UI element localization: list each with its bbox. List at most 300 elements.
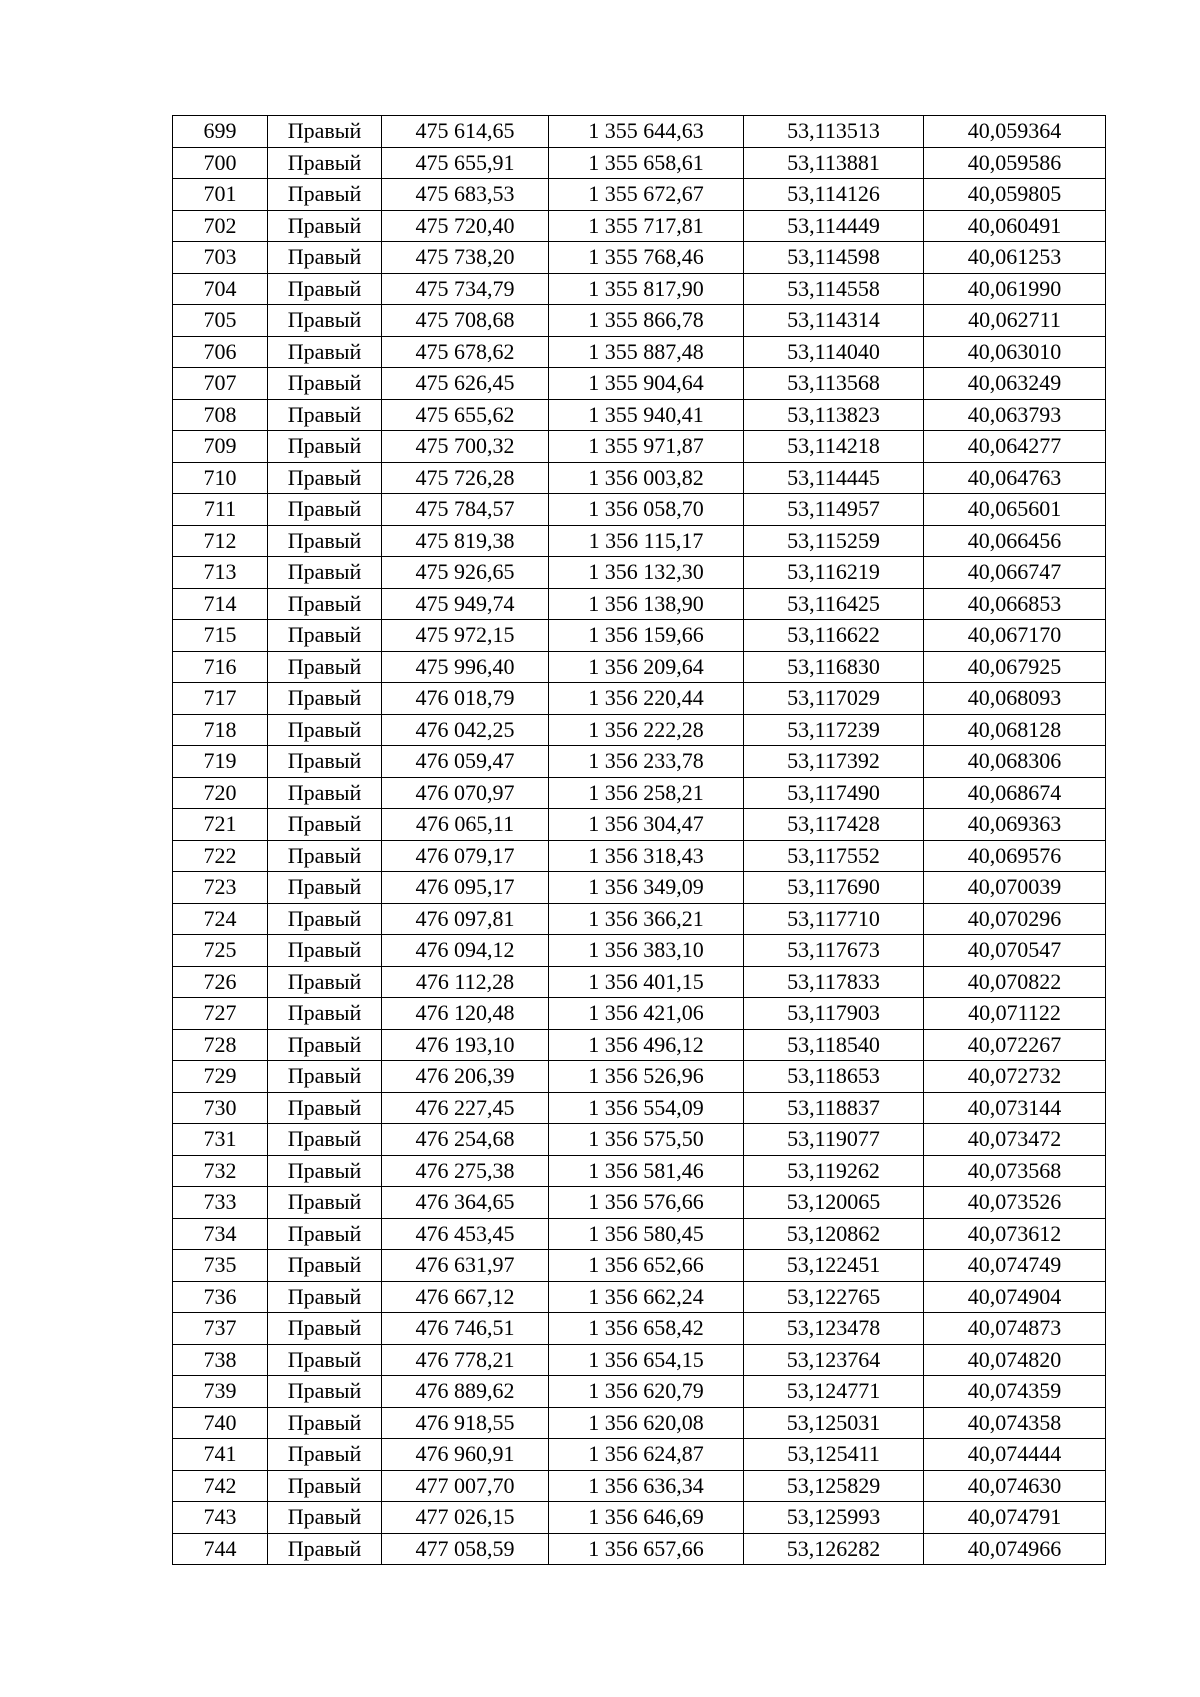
longitude-cell: 40,074904: [924, 1281, 1106, 1313]
x-coordinate-cell: 476 070,97: [382, 777, 549, 809]
table-row: [173, 620, 1106, 652]
x-coordinate-cell: 475 784,57: [382, 494, 549, 526]
point-number-cell: 720: [173, 777, 268, 809]
y-coordinate-cell: 1 356 581,46: [549, 1155, 744, 1187]
latitude-cell: 53,125411: [744, 1439, 924, 1471]
x-coordinate-cell: 476 889,62: [382, 1376, 549, 1408]
longitude-cell: 40,063249: [924, 368, 1106, 400]
x-coordinate-cell: 477 058,59: [382, 1533, 549, 1565]
bank-side-cell: Правый: [268, 525, 382, 557]
table-row: [173, 809, 1106, 841]
point-number-cell: 721: [173, 809, 268, 841]
bank-side-cell: Правый: [268, 903, 382, 935]
x-coordinate-cell: 476 960,91: [382, 1439, 549, 1471]
table-row: [173, 431, 1106, 463]
bank-side-cell: Правый: [268, 588, 382, 620]
x-coordinate-cell: 476 918,55: [382, 1407, 549, 1439]
table-row: [173, 1344, 1106, 1376]
point-number-cell: 712: [173, 525, 268, 557]
point-number-cell: 739: [173, 1376, 268, 1408]
y-coordinate-cell: 1 355 904,64: [549, 368, 744, 400]
bank-side-cell: Правый: [268, 714, 382, 746]
bank-side-cell: Правый: [268, 336, 382, 368]
latitude-cell: 53,113823: [744, 399, 924, 431]
bank-side-cell: Правый: [268, 651, 382, 683]
latitude-cell: 53,113568: [744, 368, 924, 400]
x-coordinate-cell: 476 065,11: [382, 809, 549, 841]
y-coordinate-cell: 1 356 652,66: [549, 1250, 744, 1282]
x-coordinate-cell: 475 734,79: [382, 273, 549, 305]
longitude-cell: 40,068306: [924, 746, 1106, 778]
x-coordinate-cell: 476 079,17: [382, 840, 549, 872]
y-coordinate-cell: 1 356 209,64: [549, 651, 744, 683]
table-row: [173, 1281, 1106, 1313]
x-coordinate-cell: 476 097,81: [382, 903, 549, 935]
latitude-cell: 53,117490: [744, 777, 924, 809]
bank-side-cell: Правый: [268, 1502, 382, 1534]
longitude-cell: 40,074630: [924, 1470, 1106, 1502]
y-coordinate-cell: 1 356 526,96: [549, 1061, 744, 1093]
y-coordinate-cell: 1 356 258,21: [549, 777, 744, 809]
longitude-cell: 40,069363: [924, 809, 1106, 841]
table-row: [173, 1092, 1106, 1124]
latitude-cell: 53,122451: [744, 1250, 924, 1282]
y-coordinate-cell: 1 356 620,79: [549, 1376, 744, 1408]
point-number-cell: 709: [173, 431, 268, 463]
longitude-cell: 40,064277: [924, 431, 1106, 463]
table-row: [173, 210, 1106, 242]
table-row: [173, 557, 1106, 589]
y-coordinate-cell: 1 356 058,70: [549, 494, 744, 526]
y-coordinate-cell: 1 356 383,10: [549, 935, 744, 967]
y-coordinate-cell: 1 356 132,30: [549, 557, 744, 589]
point-number-cell: 737: [173, 1313, 268, 1345]
y-coordinate-cell: 1 356 003,82: [549, 462, 744, 494]
table-row: [173, 872, 1106, 904]
bank-side-cell: Правый: [268, 368, 382, 400]
x-coordinate-cell: 475 678,62: [382, 336, 549, 368]
latitude-cell: 53,117239: [744, 714, 924, 746]
x-coordinate-cell: 475 614,65: [382, 116, 549, 148]
longitude-cell: 40,072267: [924, 1029, 1106, 1061]
y-coordinate-cell: 1 356 554,09: [549, 1092, 744, 1124]
table-row: [173, 651, 1106, 683]
latitude-cell: 53,114126: [744, 179, 924, 211]
x-coordinate-cell: 475 738,20: [382, 242, 549, 274]
table-row: [173, 242, 1106, 274]
latitude-cell: 53,120065: [744, 1187, 924, 1219]
latitude-cell: 53,114040: [744, 336, 924, 368]
point-number-cell: 711: [173, 494, 268, 526]
longitude-cell: 40,073568: [924, 1155, 1106, 1187]
longitude-cell: 40,071122: [924, 998, 1106, 1030]
x-coordinate-cell: 477 026,15: [382, 1502, 549, 1534]
bank-side-cell: Правый: [268, 179, 382, 211]
y-coordinate-cell: 1 356 421,06: [549, 998, 744, 1030]
latitude-cell: 53,125031: [744, 1407, 924, 1439]
x-coordinate-cell: 476 667,12: [382, 1281, 549, 1313]
x-coordinate-cell: 475 655,91: [382, 147, 549, 179]
longitude-cell: 40,065601: [924, 494, 1106, 526]
y-coordinate-cell: 1 356 318,43: [549, 840, 744, 872]
y-coordinate-cell: 1 356 646,69: [549, 1502, 744, 1534]
y-coordinate-cell: 1 356 636,34: [549, 1470, 744, 1502]
latitude-cell: 53,118540: [744, 1029, 924, 1061]
bank-side-cell: Правый: [268, 210, 382, 242]
y-coordinate-cell: 1 356 496,12: [549, 1029, 744, 1061]
latitude-cell: 53,116425: [744, 588, 924, 620]
longitude-cell: 40,059805: [924, 179, 1106, 211]
bank-side-cell: Правый: [268, 242, 382, 274]
table-row: [173, 525, 1106, 557]
y-coordinate-cell: 1 356 662,24: [549, 1281, 744, 1313]
table-row: [173, 998, 1106, 1030]
y-coordinate-cell: 1 356 349,09: [549, 872, 744, 904]
point-number-cell: 727: [173, 998, 268, 1030]
table-row: [173, 777, 1106, 809]
point-number-cell: 735: [173, 1250, 268, 1282]
longitude-cell: 40,073526: [924, 1187, 1106, 1219]
point-number-cell: 717: [173, 683, 268, 715]
longitude-cell: 40,074791: [924, 1502, 1106, 1534]
latitude-cell: 53,125829: [744, 1470, 924, 1502]
bank-side-cell: Правый: [268, 273, 382, 305]
longitude-cell: 40,070296: [924, 903, 1106, 935]
x-coordinate-cell: 477 007,70: [382, 1470, 549, 1502]
latitude-cell: 53,117833: [744, 966, 924, 998]
x-coordinate-cell: 476 227,45: [382, 1092, 549, 1124]
latitude-cell: 53,114314: [744, 305, 924, 337]
x-coordinate-cell: 476 193,10: [382, 1029, 549, 1061]
bank-side-cell: Правый: [268, 116, 382, 148]
point-number-cell: 715: [173, 620, 268, 652]
coordinates-table-body: [173, 116, 1106, 1565]
longitude-cell: 40,061990: [924, 273, 1106, 305]
bank-side-cell: Правый: [268, 1376, 382, 1408]
point-number-cell: 706: [173, 336, 268, 368]
y-coordinate-cell: 1 355 768,46: [549, 242, 744, 274]
table-row: [173, 462, 1106, 494]
longitude-cell: 40,063010: [924, 336, 1106, 368]
y-coordinate-cell: 1 356 220,44: [549, 683, 744, 715]
y-coordinate-cell: 1 356 575,50: [549, 1124, 744, 1156]
x-coordinate-cell: 475 996,40: [382, 651, 549, 683]
longitude-cell: 40,069576: [924, 840, 1106, 872]
point-number-cell: 734: [173, 1218, 268, 1250]
bank-side-cell: Правый: [268, 840, 382, 872]
table-row: [173, 336, 1106, 368]
latitude-cell: 53,123478: [744, 1313, 924, 1345]
longitude-cell: 40,074359: [924, 1376, 1106, 1408]
table-row: [173, 399, 1106, 431]
x-coordinate-cell: 476 059,47: [382, 746, 549, 778]
x-coordinate-cell: 476 254,68: [382, 1124, 549, 1156]
point-number-cell: 731: [173, 1124, 268, 1156]
point-number-cell: 740: [173, 1407, 268, 1439]
point-number-cell: 703: [173, 242, 268, 274]
latitude-cell: 53,117673: [744, 935, 924, 967]
x-coordinate-cell: 476 112,28: [382, 966, 549, 998]
y-coordinate-cell: 1 356 580,45: [549, 1218, 744, 1250]
point-number-cell: 713: [173, 557, 268, 589]
latitude-cell: 53,114957: [744, 494, 924, 526]
table-row: [173, 1376, 1106, 1408]
table-row: [173, 714, 1106, 746]
latitude-cell: 53,114598: [744, 242, 924, 274]
longitude-cell: 40,073612: [924, 1218, 1106, 1250]
point-number-cell: 714: [173, 588, 268, 620]
y-coordinate-cell: 1 356 233,78: [549, 746, 744, 778]
point-number-cell: 728: [173, 1029, 268, 1061]
longitude-cell: 40,068093: [924, 683, 1106, 715]
bank-side-cell: Правый: [268, 683, 382, 715]
x-coordinate-cell: 476 018,79: [382, 683, 549, 715]
x-coordinate-cell: 476 095,17: [382, 872, 549, 904]
longitude-cell: 40,068128: [924, 714, 1106, 746]
point-number-cell: 705: [173, 305, 268, 337]
bank-side-cell: Правый: [268, 1187, 382, 1219]
bank-side-cell: Правый: [268, 746, 382, 778]
latitude-cell: 53,114218: [744, 431, 924, 463]
longitude-cell: 40,068674: [924, 777, 1106, 809]
y-coordinate-cell: 1 355 658,61: [549, 147, 744, 179]
table-row: [173, 1187, 1106, 1219]
y-coordinate-cell: 1 356 115,17: [549, 525, 744, 557]
x-coordinate-cell: 475 949,74: [382, 588, 549, 620]
x-coordinate-cell: 476 206,39: [382, 1061, 549, 1093]
table-row: [173, 588, 1106, 620]
latitude-cell: 53,124771: [744, 1376, 924, 1408]
table-row: [173, 1029, 1106, 1061]
table-row: [173, 746, 1106, 778]
y-coordinate-cell: 1 356 576,66: [549, 1187, 744, 1219]
y-coordinate-cell: 1 356 304,47: [549, 809, 744, 841]
point-number-cell: 701: [173, 179, 268, 211]
table-row: [173, 1533, 1106, 1565]
x-coordinate-cell: 476 364,65: [382, 1187, 549, 1219]
table-row: [173, 1061, 1106, 1093]
x-coordinate-cell: 476 120,48: [382, 998, 549, 1030]
x-coordinate-cell: 476 453,45: [382, 1218, 549, 1250]
latitude-cell: 53,113513: [744, 116, 924, 148]
bank-side-cell: Правый: [268, 1124, 382, 1156]
point-number-cell: 724: [173, 903, 268, 935]
bank-side-cell: Правый: [268, 1092, 382, 1124]
y-coordinate-cell: 1 356 138,90: [549, 588, 744, 620]
latitude-cell: 53,118653: [744, 1061, 924, 1093]
y-coordinate-cell: 1 356 222,28: [549, 714, 744, 746]
x-coordinate-cell: 476 094,12: [382, 935, 549, 967]
x-coordinate-cell: 476 778,21: [382, 1344, 549, 1376]
table-row: [173, 1470, 1106, 1502]
table-row: [173, 1313, 1106, 1345]
y-coordinate-cell: 1 356 366,21: [549, 903, 744, 935]
longitude-cell: 40,070547: [924, 935, 1106, 967]
y-coordinate-cell: 1 355 644,63: [549, 116, 744, 148]
longitude-cell: 40,066853: [924, 588, 1106, 620]
latitude-cell: 53,114558: [744, 273, 924, 305]
point-number-cell: 699: [173, 116, 268, 148]
latitude-cell: 53,119262: [744, 1155, 924, 1187]
latitude-cell: 53,119077: [744, 1124, 924, 1156]
point-number-cell: 718: [173, 714, 268, 746]
table-row: [173, 1218, 1106, 1250]
bank-side-cell: Правый: [268, 1281, 382, 1313]
y-coordinate-cell: 1 356 401,15: [549, 966, 744, 998]
x-coordinate-cell: 475 726,28: [382, 462, 549, 494]
bank-side-cell: Правый: [268, 998, 382, 1030]
table-row: [173, 305, 1106, 337]
table-row: [173, 1155, 1106, 1187]
bank-side-cell: Правый: [268, 620, 382, 652]
bank-side-cell: Правый: [268, 1029, 382, 1061]
y-coordinate-cell: 1 355 887,48: [549, 336, 744, 368]
latitude-cell: 53,117903: [744, 998, 924, 1030]
point-number-cell: 744: [173, 1533, 268, 1565]
longitude-cell: 40,070039: [924, 872, 1106, 904]
table-row: [173, 1439, 1106, 1471]
point-number-cell: 722: [173, 840, 268, 872]
y-coordinate-cell: 1 355 940,41: [549, 399, 744, 431]
x-coordinate-cell: 475 683,53: [382, 179, 549, 211]
table-row: [173, 966, 1106, 998]
x-coordinate-cell: 475 700,32: [382, 431, 549, 463]
bank-side-cell: Правый: [268, 1218, 382, 1250]
y-coordinate-cell: 1 355 817,90: [549, 273, 744, 305]
latitude-cell: 53,117552: [744, 840, 924, 872]
point-number-cell: 730: [173, 1092, 268, 1124]
latitude-cell: 53,114449: [744, 210, 924, 242]
table-row: [173, 147, 1106, 179]
x-coordinate-cell: 475 819,38: [382, 525, 549, 557]
table-row: [173, 840, 1106, 872]
table-row: [173, 273, 1106, 305]
y-coordinate-cell: 1 356 657,66: [549, 1533, 744, 1565]
bank-side-cell: Правый: [268, 305, 382, 337]
latitude-cell: 53,117710: [744, 903, 924, 935]
point-number-cell: 704: [173, 273, 268, 305]
point-number-cell: 719: [173, 746, 268, 778]
x-coordinate-cell: 475 708,68: [382, 305, 549, 337]
latitude-cell: 53,115259: [744, 525, 924, 557]
y-coordinate-cell: 1 355 866,78: [549, 305, 744, 337]
latitude-cell: 53,116219: [744, 557, 924, 589]
x-coordinate-cell: 475 626,45: [382, 368, 549, 400]
bank-side-cell: Правый: [268, 431, 382, 463]
point-number-cell: 733: [173, 1187, 268, 1219]
longitude-cell: 40,063793: [924, 399, 1106, 431]
latitude-cell: 53,123764: [744, 1344, 924, 1376]
bank-side-cell: Правый: [268, 935, 382, 967]
table-row: [173, 116, 1106, 148]
y-coordinate-cell: 1 356 620,08: [549, 1407, 744, 1439]
bank-side-cell: Правый: [268, 1439, 382, 1471]
point-number-cell: 741: [173, 1439, 268, 1471]
longitude-cell: 40,073144: [924, 1092, 1106, 1124]
latitude-cell: 53,113881: [744, 147, 924, 179]
bank-side-cell: Правый: [268, 809, 382, 841]
point-number-cell: 729: [173, 1061, 268, 1093]
longitude-cell: 40,074749: [924, 1250, 1106, 1282]
latitude-cell: 53,126282: [744, 1533, 924, 1565]
table-row: [173, 1250, 1106, 1282]
x-coordinate-cell: 475 926,65: [382, 557, 549, 589]
point-number-cell: 732: [173, 1155, 268, 1187]
latitude-cell: 53,117392: [744, 746, 924, 778]
table-row: [173, 903, 1106, 935]
coordinates-table: [172, 115, 1106, 1565]
point-number-cell: 723: [173, 872, 268, 904]
point-number-cell: 726: [173, 966, 268, 998]
longitude-cell: 40,064763: [924, 462, 1106, 494]
x-coordinate-cell: 475 720,40: [382, 210, 549, 242]
bank-side-cell: Правый: [268, 1250, 382, 1282]
bank-side-cell: Правый: [268, 777, 382, 809]
point-number-cell: 708: [173, 399, 268, 431]
longitude-cell: 40,073472: [924, 1124, 1106, 1156]
x-coordinate-cell: 475 655,62: [382, 399, 549, 431]
latitude-cell: 53,114445: [744, 462, 924, 494]
longitude-cell: 40,074444: [924, 1439, 1106, 1471]
latitude-cell: 53,117029: [744, 683, 924, 715]
longitude-cell: 40,066747: [924, 557, 1106, 589]
longitude-cell: 40,059364: [924, 116, 1106, 148]
bank-side-cell: Правый: [268, 1313, 382, 1345]
point-number-cell: 743: [173, 1502, 268, 1534]
point-number-cell: 702: [173, 210, 268, 242]
longitude-cell: 40,062711: [924, 305, 1106, 337]
bank-side-cell: Правый: [268, 872, 382, 904]
longitude-cell: 40,074873: [924, 1313, 1106, 1345]
x-coordinate-cell: 476 631,97: [382, 1250, 549, 1282]
latitude-cell: 53,125993: [744, 1502, 924, 1534]
table-row: [173, 494, 1106, 526]
longitude-cell: 40,067925: [924, 651, 1106, 683]
point-number-cell: 716: [173, 651, 268, 683]
x-coordinate-cell: 476 746,51: [382, 1313, 549, 1345]
latitude-cell: 53,117690: [744, 872, 924, 904]
y-coordinate-cell: 1 355 672,67: [549, 179, 744, 211]
bank-side-cell: Правый: [268, 399, 382, 431]
longitude-cell: 40,070822: [924, 966, 1106, 998]
x-coordinate-cell: 476 042,25: [382, 714, 549, 746]
y-coordinate-cell: 1 355 971,87: [549, 431, 744, 463]
latitude-cell: 53,118837: [744, 1092, 924, 1124]
table-row: [173, 1407, 1106, 1439]
bank-side-cell: Правый: [268, 147, 382, 179]
point-number-cell: 738: [173, 1344, 268, 1376]
table-row: [173, 368, 1106, 400]
latitude-cell: 53,117428: [744, 809, 924, 841]
bank-side-cell: Правый: [268, 557, 382, 589]
longitude-cell: 40,067170: [924, 620, 1106, 652]
bank-side-cell: Правый: [268, 462, 382, 494]
point-number-cell: 700: [173, 147, 268, 179]
table-row: [173, 935, 1106, 967]
bank-side-cell: Правый: [268, 1344, 382, 1376]
longitude-cell: 40,061253: [924, 242, 1106, 274]
bank-side-cell: Правый: [268, 1533, 382, 1565]
table-row: [173, 683, 1106, 715]
longitude-cell: 40,074966: [924, 1533, 1106, 1565]
longitude-cell: 40,060491: [924, 210, 1106, 242]
bank-side-cell: Правый: [268, 1061, 382, 1093]
point-number-cell: 725: [173, 935, 268, 967]
latitude-cell: 53,122765: [744, 1281, 924, 1313]
longitude-cell: 40,072732: [924, 1061, 1106, 1093]
bank-side-cell: Правый: [268, 1470, 382, 1502]
point-number-cell: 707: [173, 368, 268, 400]
